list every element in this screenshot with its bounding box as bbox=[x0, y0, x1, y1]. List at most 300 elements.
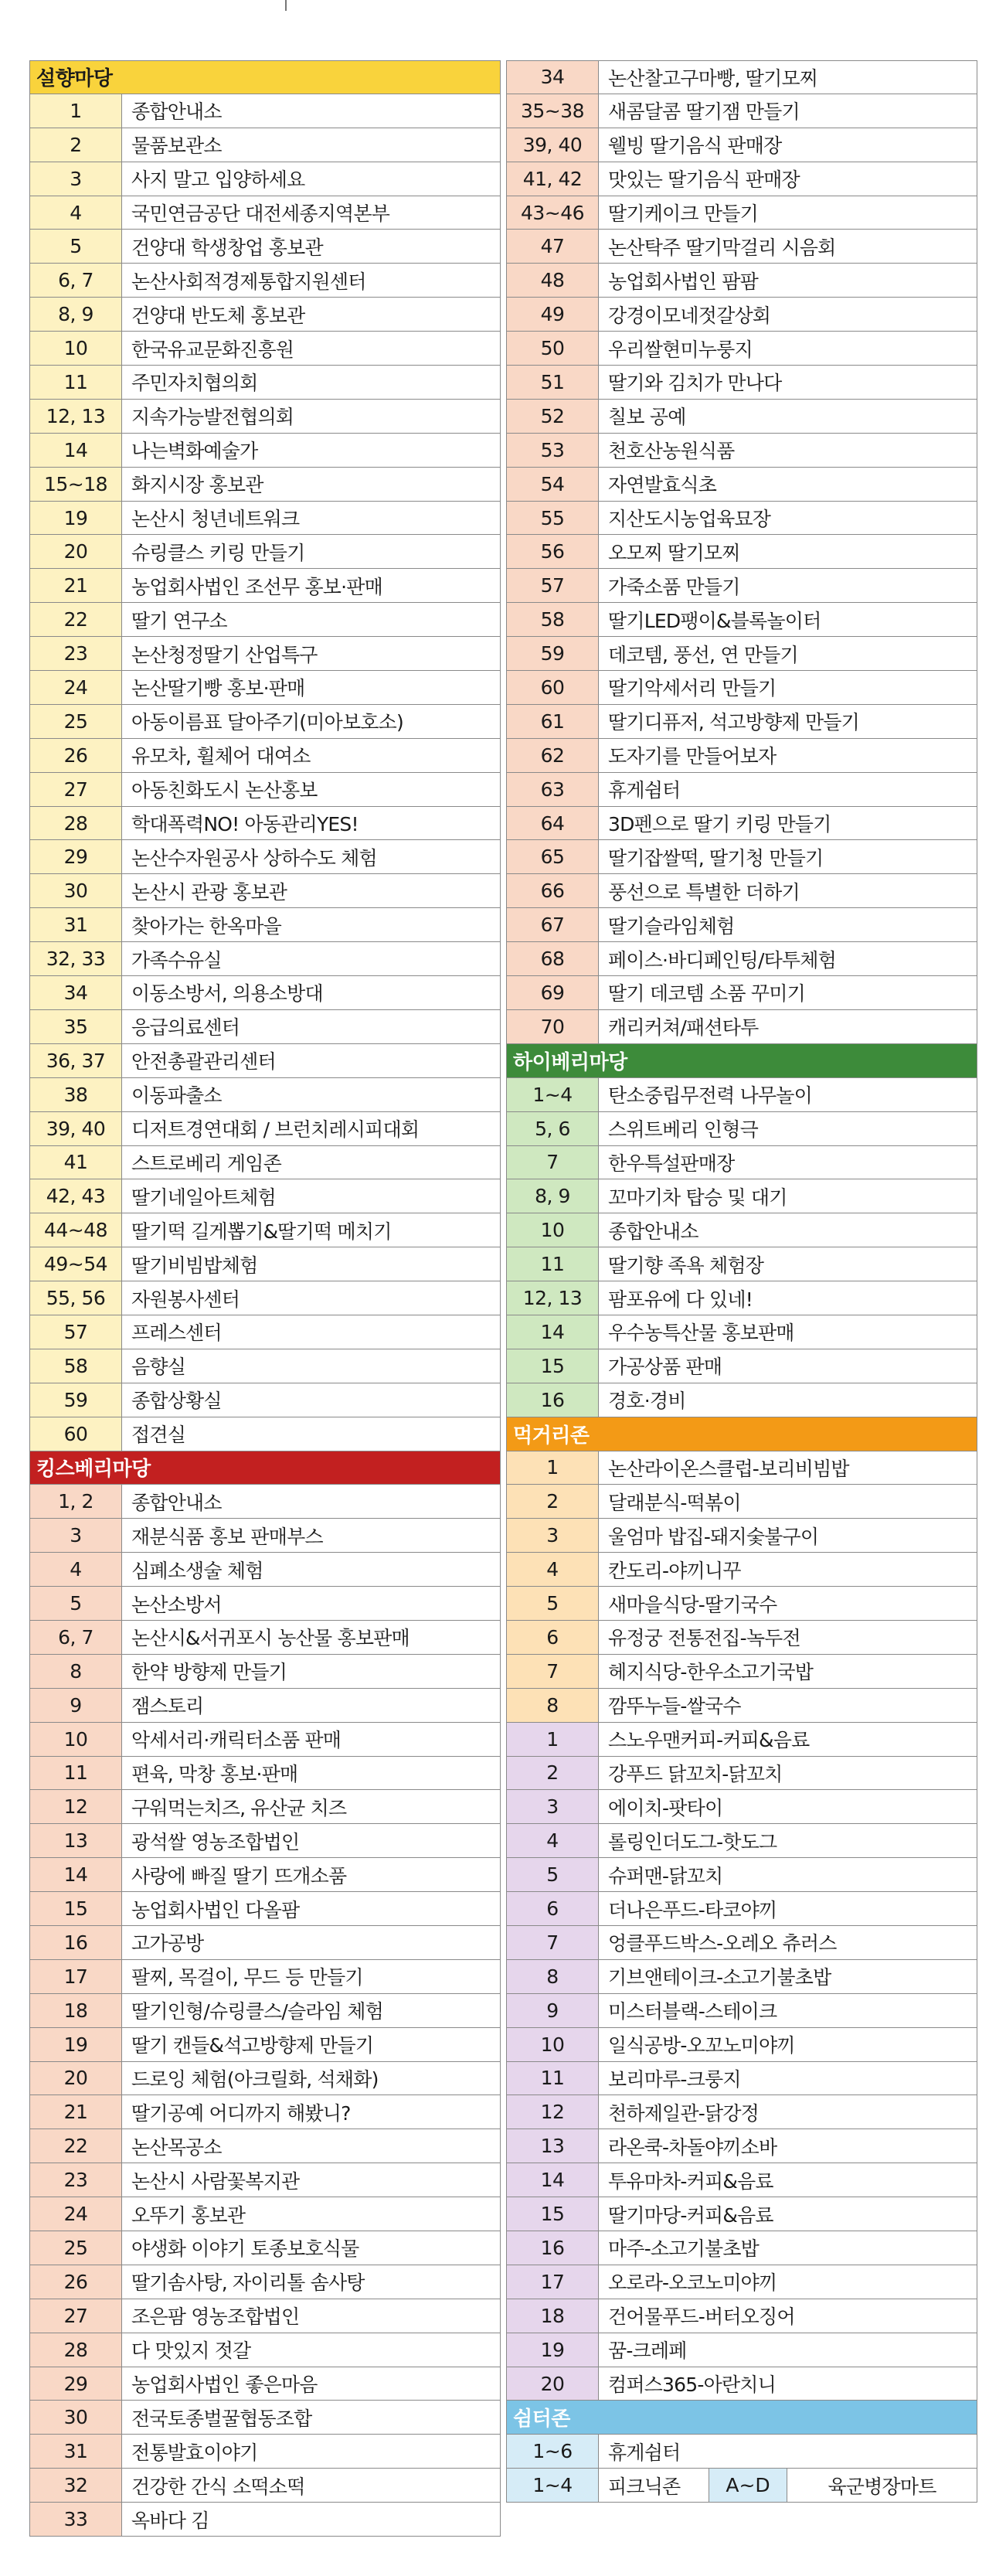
booth-name: 딸기마당-커피&음료 bbox=[599, 2197, 977, 2231]
booth-name: 딸기슬라임체험 bbox=[599, 908, 977, 941]
booth-name: 국민연금공단 대전세종지역본부 bbox=[122, 196, 501, 230]
booth-row bbox=[29, 874, 501, 908]
booth-row bbox=[29, 2129, 501, 2163]
booth-name: 팔찌, 목걸이, 무드 등 만들기 bbox=[122, 1960, 501, 1993]
booth-row bbox=[29, 1281, 501, 1315]
booth-number: 26 bbox=[29, 739, 122, 772]
booth-number: 2 bbox=[29, 128, 122, 162]
booth-row bbox=[506, 976, 977, 1010]
booth-row bbox=[29, 196, 501, 230]
booth-number: 28 bbox=[29, 807, 122, 840]
booth-row bbox=[506, 1247, 977, 1281]
booth-number: 14 bbox=[29, 1858, 122, 1891]
booth-name: 지속가능발전협의회 bbox=[122, 400, 501, 433]
booth-number: 11 bbox=[29, 1757, 122, 1790]
booth-name: 논산시&서귀포시 농산물 홍보판매 bbox=[122, 1621, 501, 1654]
booth-name: 논산찰고구마빵, 딸기모찌 bbox=[599, 61, 977, 94]
booth-row bbox=[29, 128, 501, 162]
booth-row bbox=[29, 2503, 501, 2537]
booth-number: 12, 13 bbox=[29, 400, 122, 433]
booth-number: 3 bbox=[29, 162, 122, 196]
booth-name: 칠보 공예 bbox=[599, 400, 977, 433]
booth-number: 23 bbox=[29, 637, 122, 670]
booth-row bbox=[29, 1689, 501, 1723]
section-header bbox=[506, 1417, 977, 1451]
booth-number: 14 bbox=[506, 1315, 599, 1349]
booth-name: 스위트베리 인형극 bbox=[599, 1112, 977, 1145]
booth-number: 17 bbox=[506, 2265, 599, 2299]
booth-name: 논산탁주 딸기막걸리 시음회 bbox=[599, 230, 977, 263]
booth-row bbox=[506, 1926, 977, 1960]
booth-name: 주민자치협의회 bbox=[122, 366, 501, 399]
booth-number: 55, 56 bbox=[29, 1281, 122, 1315]
booth-name: 슈링클스 키링 만들기 bbox=[122, 535, 501, 568]
booth-row bbox=[29, 1078, 501, 1112]
booth-name: 가죽소품 만들기 bbox=[599, 569, 977, 602]
booth-number: 29 bbox=[29, 840, 122, 873]
booth-row bbox=[506, 196, 977, 230]
booth-number: 44~48 bbox=[29, 1213, 122, 1247]
booth-row bbox=[506, 2333, 977, 2367]
booth-row bbox=[506, 1519, 977, 1553]
booth-row bbox=[506, 908, 977, 942]
booth-row bbox=[29, 1790, 501, 1824]
booth-number: 1, 2 bbox=[29, 1485, 122, 1518]
booth-row bbox=[29, 2197, 501, 2231]
booth-number: 9 bbox=[29, 1689, 122, 1722]
top-divider-mark bbox=[285, 0, 287, 11]
booth-number: 3 bbox=[29, 1519, 122, 1552]
booth-name: 컴퍼스365-아란치니 bbox=[599, 2367, 977, 2401]
booth-row bbox=[506, 874, 977, 908]
booth-number: 14 bbox=[29, 434, 122, 467]
booth-name: 칸도리-야끼니꾸 bbox=[599, 1553, 977, 1586]
booth-row bbox=[506, 1179, 977, 1213]
booth-row bbox=[506, 1723, 977, 1757]
booth-row bbox=[29, 1247, 501, 1281]
booth-number: 36, 37 bbox=[29, 1044, 122, 1077]
booth-row bbox=[29, 468, 501, 502]
booth-number: 55 bbox=[506, 502, 599, 535]
booth-row bbox=[29, 840, 501, 874]
booth-number: 35 bbox=[29, 1010, 122, 1043]
booth-name: 농업회사법인 좋은마음 bbox=[122, 2367, 501, 2401]
booth-row bbox=[29, 2367, 501, 2401]
booth-number: 10 bbox=[29, 1723, 122, 1756]
booth-number: 48 bbox=[506, 264, 599, 297]
booth-row bbox=[506, 1315, 977, 1349]
booth-number: 9 bbox=[506, 1994, 599, 2027]
booth-name: 아동이름표 달아주기(미아보호소) bbox=[122, 705, 501, 738]
booth-row bbox=[506, 1892, 977, 1926]
section-title: 먹거리존 bbox=[513, 1424, 590, 1448]
booth-row bbox=[506, 671, 977, 705]
booth-number: 27 bbox=[29, 2299, 122, 2333]
booth-number: 24 bbox=[29, 671, 122, 704]
section-title: 하이베리마당 bbox=[513, 1050, 627, 1074]
booth-row bbox=[29, 298, 501, 332]
booth-number: 41 bbox=[29, 1146, 122, 1179]
booth-name: 광석쌀 영농조합법인 bbox=[122, 1824, 501, 1857]
booth-name: 논산소방서 bbox=[122, 1587, 501, 1620]
booth-name: 딸기잡쌀떡, 딸기청 만들기 bbox=[599, 840, 977, 873]
booth-name: 물품보관소 bbox=[122, 128, 501, 162]
booth-number: 39, 40 bbox=[29, 1112, 122, 1145]
booth-name: 새마을식당-딸기국수 bbox=[599, 1587, 977, 1620]
booth-number: 20 bbox=[29, 2062, 122, 2095]
booth-name: 악세서리·캐릭터소품 판매 bbox=[122, 1723, 501, 1756]
booth-number: 35~38 bbox=[506, 94, 599, 128]
section-header bbox=[506, 2401, 977, 2435]
booth-row bbox=[29, 400, 501, 434]
booth-name: 스노우맨커피-커피&음료 bbox=[599, 1723, 977, 1756]
booth-name: 안전총괄관리센터 bbox=[122, 1044, 501, 1077]
booth-name: 디저트경연대회 / 브런치레시피대회 bbox=[122, 1112, 501, 1145]
booth-row bbox=[506, 366, 977, 400]
booth-name: 건양대 학생창업 홍보관 bbox=[122, 230, 501, 263]
booth-number: 17 bbox=[29, 1960, 122, 1993]
booth-number: 16 bbox=[506, 1383, 599, 1417]
booth-name: 논산라이온스클럽-보리비빔밥 bbox=[599, 1451, 977, 1485]
booth-row bbox=[29, 1213, 501, 1247]
booth-number: 30 bbox=[29, 874, 122, 907]
booth-number: 15~18 bbox=[29, 468, 122, 501]
booth-name: 피크닉존 bbox=[608, 2475, 681, 2498]
booth-row bbox=[29, 1553, 501, 1587]
booth-row bbox=[29, 671, 501, 705]
booth-row bbox=[29, 637, 501, 671]
booth-row bbox=[506, 1010, 977, 1044]
booth-row bbox=[29, 230, 501, 264]
booth-number: 53 bbox=[506, 434, 599, 467]
booth-name: 오뚜기 홍보관 bbox=[122, 2197, 501, 2231]
booth-row bbox=[506, 128, 977, 162]
booth-row bbox=[29, 162, 501, 196]
booth-name: 아동친화도시 논산홍보 bbox=[122, 773, 501, 806]
booth-name: 딸기 캔들&석고방향제 만들기 bbox=[122, 2028, 501, 2061]
booth-name: 자연발효식초 bbox=[599, 468, 977, 501]
booth-number: 21 bbox=[29, 2095, 122, 2129]
booth-row bbox=[29, 1519, 501, 1553]
booth-row bbox=[506, 1349, 977, 1383]
booth-row bbox=[506, 2197, 977, 2231]
booth-name: 한우특설판매장 bbox=[599, 1146, 977, 1179]
booth-name: 논산수자원공사 상하수도 체험 bbox=[122, 840, 501, 873]
booth-row bbox=[29, 1587, 501, 1621]
booth-name: 음향실 bbox=[122, 1349, 501, 1383]
booth-row bbox=[29, 705, 501, 739]
booth-name: 강푸드 닭꼬치-닭꼬치 bbox=[599, 1757, 977, 1790]
booth-number: 5 bbox=[29, 230, 122, 263]
booth-row bbox=[506, 807, 977, 841]
booth-name: 캐리커쳐/패션타투 bbox=[599, 1010, 977, 1043]
booth-number: 59 bbox=[506, 637, 599, 670]
booth-number: 6, 7 bbox=[29, 1621, 122, 1654]
booth-name: 종합상황실 bbox=[122, 1383, 501, 1417]
booth-row bbox=[506, 942, 977, 976]
booth-row bbox=[29, 1655, 501, 1689]
booth-number: 14 bbox=[506, 2163, 599, 2197]
booth-row bbox=[506, 1858, 977, 1892]
booth-name: 전국토종벌꿀협동조합 bbox=[122, 2401, 501, 2434]
booth-number: 3 bbox=[506, 1790, 599, 1823]
booth-name: 야생화 이야기 토종보호식물 bbox=[122, 2231, 501, 2265]
booth-number: 30 bbox=[29, 2401, 122, 2434]
booth-row bbox=[506, 1146, 977, 1180]
booth-name: 꿈-크레페 bbox=[599, 2333, 977, 2367]
booth-row bbox=[506, 705, 977, 739]
booth-row bbox=[506, 230, 977, 264]
booth-row bbox=[506, 840, 977, 874]
booth-number: 52 bbox=[506, 400, 599, 433]
booth-row bbox=[506, 60, 977, 94]
booth-number: 23 bbox=[29, 2163, 122, 2197]
booth-name: 달래분식-떡볶이 bbox=[599, 1485, 977, 1518]
booth-number: 58 bbox=[29, 1349, 122, 1383]
booth-name: 데코템, 풍선, 연 만들기 bbox=[599, 637, 977, 670]
booth-name: 오모찌 딸기모찌 bbox=[599, 535, 977, 568]
booth-row bbox=[29, 2062, 501, 2096]
booth-number: 5 bbox=[506, 1587, 599, 1620]
booth-number: 50 bbox=[506, 332, 599, 365]
booth-name: 고가공방 bbox=[122, 1926, 501, 1959]
booth-name: 나는벽화예술가 bbox=[122, 434, 501, 467]
booth-number: 43~46 bbox=[506, 196, 599, 230]
booth-name: 편육, 막창 홍보·판매 bbox=[122, 1757, 501, 1790]
booth-number: 13 bbox=[29, 1824, 122, 1857]
booth-row bbox=[29, 1892, 501, 1926]
booth-row bbox=[29, 1485, 501, 1519]
booth-number: 49 bbox=[506, 298, 599, 331]
booth-name: 가족수유실 bbox=[122, 942, 501, 975]
booth-row bbox=[29, 2435, 501, 2469]
booth-row bbox=[506, 1553, 977, 1587]
booth-row bbox=[29, 94, 501, 128]
booth-number: 19 bbox=[506, 2333, 599, 2367]
booth-name: 종합안내소 bbox=[122, 94, 501, 128]
booth-number: 15 bbox=[29, 1892, 122, 1925]
booth-row bbox=[29, 1757, 501, 1791]
booth-name: 천하제일관-닭강정 bbox=[599, 2095, 977, 2129]
booth-number: 15 bbox=[506, 1349, 599, 1383]
booth-row bbox=[506, 400, 977, 434]
booth-row bbox=[29, 2163, 501, 2197]
booth-name: 농업회사법인 팜팜 bbox=[599, 264, 977, 297]
booth-row bbox=[506, 2129, 977, 2163]
booth-number: 57 bbox=[506, 569, 599, 602]
booth-name: 응급의료센터 bbox=[122, 1010, 501, 1043]
booth-name: 탄소중립무전력 나무놀이 bbox=[599, 1078, 977, 1111]
booth-row bbox=[29, 1146, 501, 1180]
booth-number: 6, 7 bbox=[29, 264, 122, 297]
booth-name: 딸기 연구소 bbox=[122, 603, 501, 636]
booth-row bbox=[506, 569, 977, 603]
booth-row bbox=[29, 569, 501, 603]
booth-name: 딸기LED팽이&블록놀이터 bbox=[599, 603, 977, 636]
booth-name: 웰빙 딸기음식 판매장 bbox=[599, 128, 977, 162]
booth-number: 31 bbox=[29, 908, 122, 941]
booth-number: 8 bbox=[29, 1655, 122, 1688]
booth-name: 심폐소생술 체험 bbox=[122, 1553, 501, 1586]
booth-number: 62 bbox=[506, 739, 599, 772]
booth-split-cell bbox=[599, 2469, 977, 2502]
booth-number: 12 bbox=[506, 2095, 599, 2129]
booth-name: 구워먹는치즈, 유산균 치즈 bbox=[122, 1790, 501, 1823]
booth-row bbox=[29, 1994, 501, 2028]
booth-name: 사랑에 빠질 딸기 뜨개소품 bbox=[122, 1858, 501, 1891]
booth-row bbox=[506, 535, 977, 569]
booth-number: 8, 9 bbox=[506, 1179, 599, 1213]
booth-name: 딸기악세서리 만들기 bbox=[599, 671, 977, 704]
booth-number: 57 bbox=[29, 1315, 122, 1349]
booth-name: 다 맛있지 젓갈 bbox=[122, 2333, 501, 2367]
booth-row bbox=[29, 2028, 501, 2062]
booth-row bbox=[29, 434, 501, 468]
booth-number: 65 bbox=[506, 840, 599, 873]
booth-name: 논산시 사람꽃복지관 bbox=[122, 2163, 501, 2197]
booth-name: 투유마차-커피&음료 bbox=[599, 2163, 977, 2197]
booth-number: 42, 43 bbox=[29, 1179, 122, 1213]
booth-name: 딸기공예 어디까지 해봤니? bbox=[122, 2095, 501, 2129]
section-title: 설향마당 bbox=[36, 67, 113, 91]
booth-row bbox=[29, 366, 501, 400]
booth-row bbox=[506, 2469, 977, 2503]
booth-row bbox=[29, 2333, 501, 2367]
booth-row bbox=[29, 1112, 501, 1146]
booth-row bbox=[29, 1179, 501, 1213]
booth-name-secondary: 육군병장마트 bbox=[828, 2475, 936, 2498]
booth-row bbox=[506, 2062, 977, 2096]
booth-row bbox=[506, 1281, 977, 1315]
booth-number: 20 bbox=[506, 2367, 599, 2401]
booth-number: 2 bbox=[506, 1757, 599, 1790]
booth-number: 29 bbox=[29, 2367, 122, 2401]
booth-number: 58 bbox=[506, 603, 599, 636]
booth-name: 조은팜 영농조합법인 bbox=[122, 2299, 501, 2333]
booth-row bbox=[29, 1621, 501, 1655]
booth-name: 팜포유에 다 있네! bbox=[599, 1281, 977, 1315]
booth-name: 딸기떡 길게뽑기&딸기떡 메치기 bbox=[122, 1213, 501, 1247]
booth-number: 60 bbox=[29, 1417, 122, 1451]
booth-row bbox=[29, 2401, 501, 2435]
booth-name: 농업회사법인 조선무 홍보·판매 bbox=[122, 569, 501, 602]
booth-number: 68 bbox=[506, 942, 599, 975]
booth-name: 우수농특산물 홍보판매 bbox=[599, 1315, 977, 1349]
booth-name: 건양대 반도체 홍보관 bbox=[122, 298, 501, 331]
booth-row bbox=[29, 264, 501, 298]
booth-name: 드로잉 체험(아크릴화, 석채화) bbox=[122, 2062, 501, 2095]
booth-row bbox=[506, 1824, 977, 1858]
booth-row bbox=[506, 1790, 977, 1824]
booth-name: 이동파출소 bbox=[122, 1078, 501, 1111]
booth-name: 페이스·바디페인팅/타투체험 bbox=[599, 942, 977, 975]
booth-row bbox=[506, 1112, 977, 1146]
booth-number: 33 bbox=[29, 2503, 122, 2536]
booth-number: 5, 6 bbox=[506, 1112, 599, 1145]
booth-row bbox=[29, 535, 501, 569]
booth-number-secondary: A~D bbox=[709, 2469, 787, 2502]
booth-name: 경호·경비 bbox=[599, 1383, 977, 1417]
booth-name: 전통발효이야기 bbox=[122, 2435, 501, 2468]
booth-number: 69 bbox=[506, 976, 599, 1009]
booth-name: 지산도시농업육묘장 bbox=[599, 502, 977, 535]
booth-name: 자원봉사센터 bbox=[122, 1281, 501, 1315]
booth-number: 19 bbox=[29, 2028, 122, 2061]
booth-row bbox=[29, 1044, 501, 1078]
booth-number: 1~6 bbox=[506, 2435, 599, 2468]
booth-number: 16 bbox=[29, 1926, 122, 1959]
booth-number: 3 bbox=[506, 1519, 599, 1552]
booth-name: 기브앤테이크-소고기불초밥 bbox=[599, 1960, 977, 1993]
booth-number: 49~54 bbox=[29, 1247, 122, 1281]
booth-name: 접견실 bbox=[122, 1417, 501, 1451]
booth-name: 보리마루-크룽지 bbox=[599, 2062, 977, 2095]
booth-number: 4 bbox=[506, 1824, 599, 1857]
booth-name: 딸기향 족욕 체험장 bbox=[599, 1247, 977, 1281]
booth-name: 프레스센터 bbox=[122, 1315, 501, 1349]
booth-name: 슈퍼맨-닭꼬치 bbox=[599, 1858, 977, 1891]
booth-number: 7 bbox=[506, 1146, 599, 1179]
booth-name: 옥바다 김 bbox=[122, 2503, 501, 2536]
booth-number: 11 bbox=[29, 366, 122, 399]
booth-row bbox=[29, 2231, 501, 2265]
booth-row bbox=[506, 1078, 977, 1112]
booth-name: 딸기비빔밥체험 bbox=[122, 1247, 501, 1281]
booth-number: 34 bbox=[29, 976, 122, 1009]
booth-name: 찾아가는 한옥마을 bbox=[122, 908, 501, 941]
booth-row bbox=[506, 773, 977, 807]
booth-number: 56 bbox=[506, 535, 599, 568]
booth-number: 12 bbox=[29, 1790, 122, 1823]
booth-name: 딸기인형/슈링클스/슬라임 체험 bbox=[122, 1994, 501, 2027]
booth-name: 논산청정딸기 산업특구 bbox=[122, 637, 501, 670]
right-booth-table bbox=[506, 60, 977, 2503]
booth-row bbox=[506, 1757, 977, 1791]
booth-number: 12, 13 bbox=[506, 1281, 599, 1315]
booth-row bbox=[29, 2469, 501, 2503]
booth-name: 종합안내소 bbox=[122, 1485, 501, 1518]
booth-row bbox=[506, 1485, 977, 1519]
booth-number: 25 bbox=[29, 705, 122, 738]
booth-name: 마주-소고기불초밥 bbox=[599, 2231, 977, 2265]
booth-number: 10 bbox=[29, 332, 122, 365]
booth-number: 11 bbox=[506, 2062, 599, 2095]
booth-row bbox=[29, 1858, 501, 1892]
booth-row bbox=[29, 1723, 501, 1757]
booth-name: 논산목공소 bbox=[122, 2129, 501, 2163]
booth-number: 61 bbox=[506, 705, 599, 738]
booth-number: 6 bbox=[506, 1621, 599, 1654]
booth-number: 10 bbox=[506, 1213, 599, 1247]
booth-number: 22 bbox=[29, 2129, 122, 2163]
booth-name: 건강한 간식 소떡소떡 bbox=[122, 2469, 501, 2502]
booth-name: 더나은푸드-타코야끼 bbox=[599, 1892, 977, 1925]
booth-name: 롤링인더도그-핫도그 bbox=[599, 1824, 977, 1857]
booth-number: 60 bbox=[506, 671, 599, 704]
booth-row bbox=[506, 332, 977, 366]
booth-row bbox=[29, 2265, 501, 2299]
booth-row bbox=[506, 1655, 977, 1689]
booth-number: 59 bbox=[29, 1383, 122, 1417]
booth-row bbox=[506, 603, 977, 637]
booth-row bbox=[506, 502, 977, 536]
booth-number: 8 bbox=[506, 1960, 599, 1993]
booth-number: 5 bbox=[506, 1858, 599, 1891]
booth-row bbox=[506, 2231, 977, 2265]
booth-name: 일식공방-오꼬노미야끼 bbox=[599, 2028, 977, 2061]
booth-name: 이동소방서, 의용소방대 bbox=[122, 976, 501, 1009]
booth-number: 64 bbox=[506, 807, 599, 840]
